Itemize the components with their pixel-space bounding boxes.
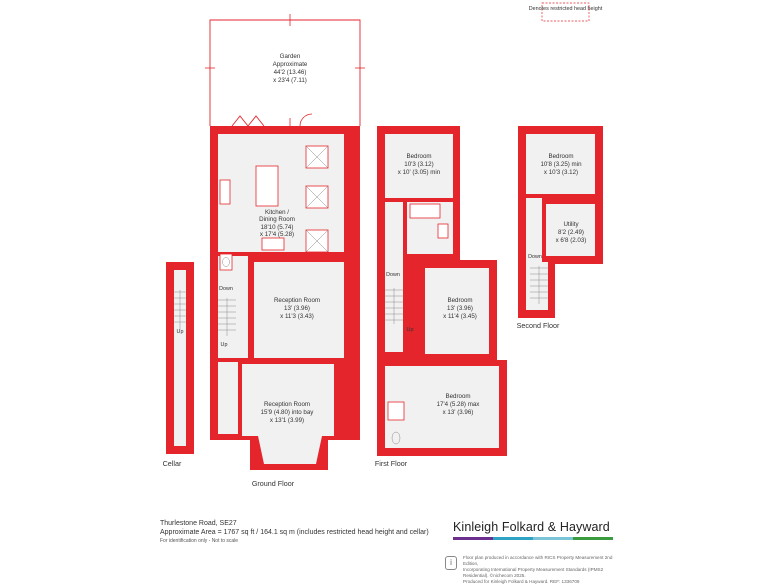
cellar-floor-label: Cellar	[162, 459, 182, 468]
brand-bar-1	[453, 537, 493, 540]
reception-1-label: Reception Room	[273, 297, 321, 304]
cellar-plan	[163, 262, 194, 468]
kitchen-label-line2: Dining Room	[259, 216, 295, 223]
brand-name: Kinleigh Folkard & Hayward	[453, 520, 610, 534]
kitchen-dim-2: x 17'4 (5.28)	[259, 231, 295, 238]
reception-2-label: Reception Room	[263, 401, 311, 408]
brand-color-bars	[453, 537, 613, 540]
second-down-label: Down	[528, 254, 542, 260]
ff-bedroom-1-label: Bedroom	[406, 153, 432, 160]
first-up-label: Up	[406, 327, 414, 333]
kitchen-label-line1: Kitchen /	[264, 209, 290, 216]
reception-room-2	[258, 436, 322, 464]
garden-dimension-1: 44'2 (13.46)	[273, 69, 307, 76]
ff-bedroom-3-label: Bedroom	[445, 393, 471, 400]
garden-dimension-2: x 23'4 (7.11)	[273, 77, 307, 84]
ground-floor-label: Ground Floor	[251, 479, 295, 488]
identification-note: For identification only - Not to scale	[160, 538, 239, 544]
ff-bedroom-1-dim-1: 10'3 (3.12)	[404, 161, 434, 168]
ff-bedroom-2-dim-2: x 11'4 (3.45)	[443, 313, 477, 320]
first-down-label: Down	[386, 272, 400, 278]
brand-bar-4	[573, 537, 613, 540]
legend-text: Denotes restricted head height	[528, 6, 603, 12]
utility-dim-2: x 6'8 (2.03)	[555, 237, 587, 244]
reception-1-dim-1: 13' (3.96)	[284, 305, 310, 312]
brand-logo	[453, 520, 613, 540]
ground-up-label: Up	[220, 342, 228, 348]
sf-bedroom-dim-1: 10'8 (3.25) min	[540, 161, 582, 168]
sf-bedroom-label: Bedroom	[548, 153, 574, 160]
ff-bedroom-3-dim-1: 17'4 (5.28) max	[436, 401, 480, 408]
ground-floor-plan	[210, 114, 360, 488]
ff-bedroom-1-dim-2: x 10' (3.05) min	[397, 169, 441, 176]
second-floor-plan	[517, 126, 603, 330]
first-floor-plan	[375, 126, 507, 468]
garden	[205, 14, 365, 128]
utility-label: Utility	[563, 221, 579, 228]
approximate-area: Approximate Area = 1767 sq ft / 164.1 sq m (includes restricted head height and cellar)	[160, 529, 429, 536]
reception-1-dim-2: x 11'3 (3.43)	[280, 313, 314, 320]
brand-bar-2	[493, 537, 533, 540]
garden-qualifier: Approximate	[272, 61, 308, 68]
brand-bar-3	[533, 537, 573, 540]
legend	[529, 3, 603, 21]
sf-bedroom-dim-2: x 10'3 (3.12)	[543, 169, 579, 176]
ff-bedroom-2-label: Bedroom	[447, 297, 473, 304]
kitchen-dim-1: 18'10 (5.74)	[260, 224, 294, 231]
first-floor-label: First Floor	[374, 459, 408, 468]
nichecom-logo-icon: i	[445, 556, 457, 570]
property-address: Thurlestone Road, SE27	[160, 520, 237, 527]
reception-2-dim-1: 15'9 (4.80) into bay	[260, 409, 314, 416]
second-floor-label: Second Floor	[516, 321, 560, 330]
legal-line-3: Produced for Kinleigh Folkard & Hayward. REF: 1336709	[463, 579, 580, 584]
legal-line-1: Floor plan produced in accordance with RICS Property Measurement 2nd Edition,	[463, 555, 613, 566]
garden-title: Garden	[279, 53, 301, 60]
footer-info	[160, 519, 490, 545]
ff-bedroom-3-dim-2: x 13' (3.96)	[442, 409, 474, 416]
utility-dim-1: 8'2 (2.49)	[558, 229, 584, 236]
cellar-up-label: Up	[176, 329, 184, 335]
ground-down-label: Down	[219, 286, 233, 292]
ff-bedroom-2-dim-1: 13' (3.96)	[447, 305, 473, 312]
reception-2-dim-2: x 13'1 (3.99)	[269, 417, 305, 424]
legal-line-2: Incorporating International Property Measurement Standards (IPMS2 Residential). ©nichecom 2025.	[463, 567, 604, 578]
legal-notice	[463, 555, 613, 585]
